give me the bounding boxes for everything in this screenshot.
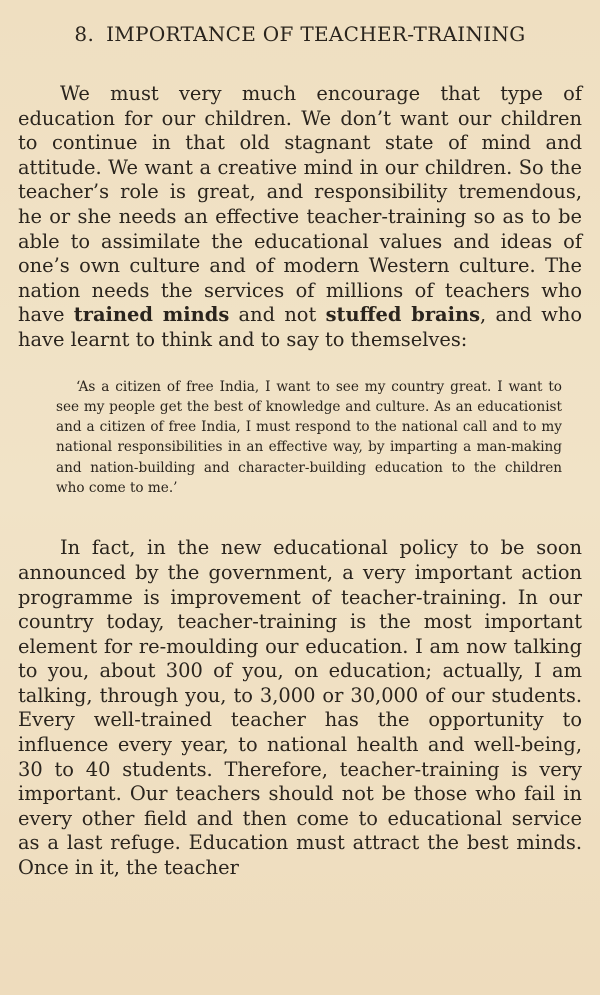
paragraph-1-text-a: We must very much encourage that type of education for our children. We don’t want our children to continue in that old stagnant state of mind and attitude. We want a creative mind in our children. So the teacher’s role is great, and responsibility tremendous, he or she needs an effective teacher-training so as to be able to assimilate the educational values and ideas of one’s own culture and of modern Western culture. The nation needs the services of millions of teachers who have [18, 82, 582, 327]
bold-phrase-stuffed-brains: stuffed brains [325, 303, 480, 327]
paragraph-1-text-b: and not [229, 303, 326, 327]
block-quote-text: ‘As a citizen of free India, I want to see my country great. I want to see my people get the best of knowledge and culture. As an educationist and a citizen of free India, I must respond to the national call and to my national responsibilities in an effective way, by imparting a man-making and nation-building and character-building education to the children who come to me.’ [56, 378, 562, 497]
paragraph-1 [18, 82, 582, 353]
bold-phrase-trained-minds: trained minds [73, 303, 230, 327]
section-heading [18, 22, 582, 46]
section-number: 8. [74, 22, 95, 46]
paragraph-2: In fact, in the new educational policy to be soon announced by the government, a very important action programme is improvement of teacher-training. In our country today, teacher-training is the most important element for re-moulding our education. I am now talking to you, about 300 of you, on education; actually, I am talking, through you, to 3,000 or 30,000 of our students. Every well-trained teacher has the opportunity to influence every year, to national health and well-being, 30 to 40 students. Therefore, teacher-training is very important. Our teachers should not be those who fail in every other field and then come to educational service as a last refuge. Education must attract the best minds. Once in it, the teacher [18, 536, 582, 880]
section-title: IMPORTANCE OF TEACHER-TRAINING [106, 22, 526, 46]
block-quote [56, 377, 562, 499]
paragraph-1-text-c: , and who have learnt to think and to say to themselves: [18, 303, 582, 351]
